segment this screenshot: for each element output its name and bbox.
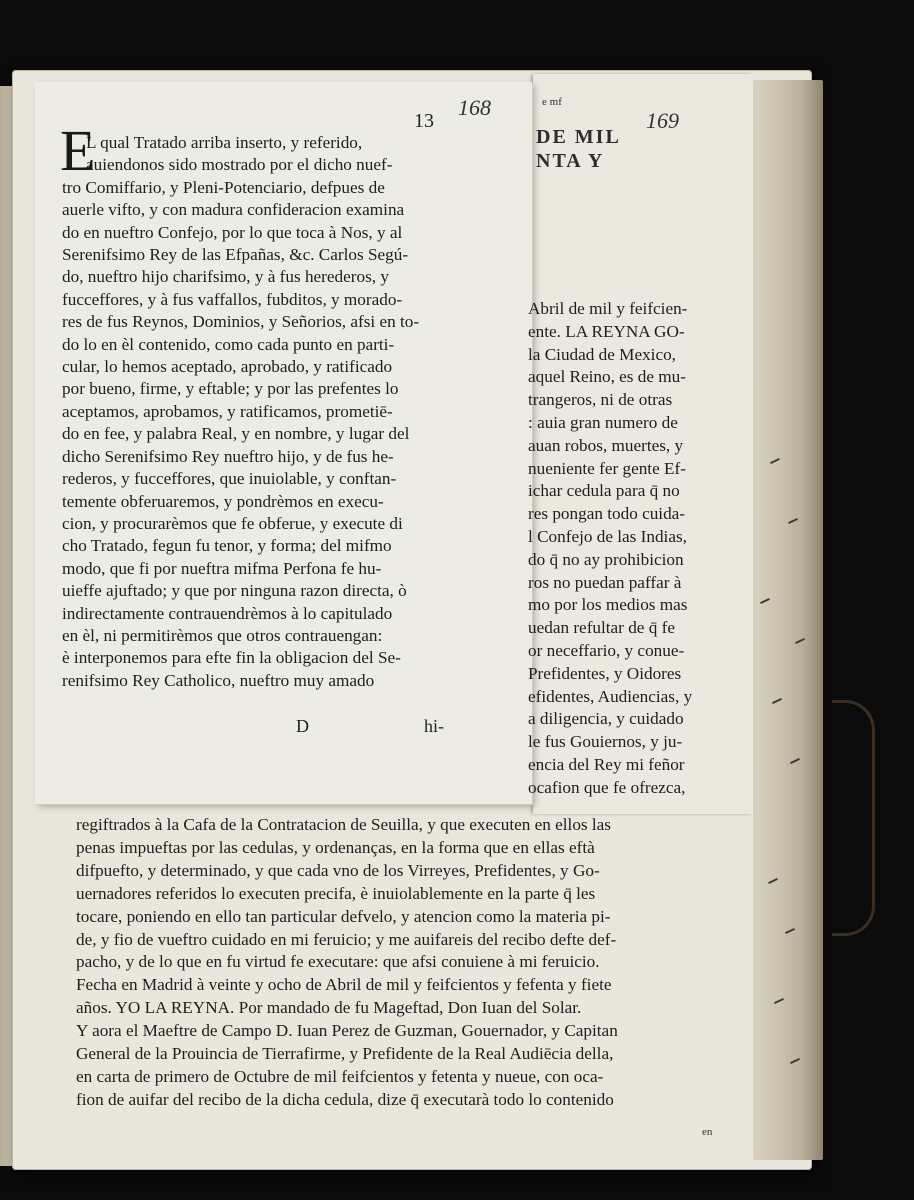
right-page-line: efidentes, Audiencias, y <box>528 686 693 706</box>
bottom-partial-word: en <box>702 1126 713 1138</box>
right-page-line: do q̄ no ay prohibicion <box>528 549 684 569</box>
bottom-line: penas impueftas por las cedulas, y ordenanças, en la forma que en ellas eftà <box>76 837 595 857</box>
right-page-line: ocafion que fe ofrezca, <box>528 777 686 797</box>
upper-left-line: cion, y procurarèmos que fe obferue, y execute di <box>62 513 403 533</box>
bottom-line: pacho, y de lo que en fu virtud fe executare: que afsi conuiene à mi feruicio. <box>76 952 600 972</box>
signature-mark: D <box>296 716 309 736</box>
upper-left-line: auerle vifto, y con madura confideracion examina <box>62 200 405 220</box>
right-page-line: or neceffario, y conue- <box>528 640 685 660</box>
upper-left-line: è interponemos para efte fin la obligacion del Se- <box>62 648 401 668</box>
bottom-line: Fecha en Madrid à veinte y ocho de Abril de mil y feifcientos y fefenta y fiete <box>76 975 612 995</box>
upper-left-line: indirectamente contrauendrèmos à lo capitulado <box>62 603 393 623</box>
bottom-line: tocare, poniendo en ello tan particular defvelo, y atencion como la materia pi- <box>76 906 611 926</box>
upper-left-line: fucceffores, y à fus vaffallos, fubditos, y morado- <box>62 289 403 309</box>
upper-left-line: aceptamos, aprobamos, y ratificamos, prometiē- <box>62 401 393 421</box>
upper-left-line: L qual Tratado arriba inserto, y referido, <box>86 133 363 152</box>
bottom-line: fion de auifar del recibo de la dicha cedula, dize q̄ executarà todo lo contenido <box>76 1089 614 1109</box>
handwritten-folio-1: 168 <box>458 95 491 120</box>
right-page-line: nueniente fer gente Ef- <box>528 458 686 478</box>
bottom-text-block <box>76 814 726 1112</box>
right-page-line: Abril de mil y feifcien- <box>528 299 688 318</box>
upper-left-line: cular, lo hemos aceptado, aprobado, y ratificado <box>62 357 393 377</box>
right-page-line: ente. LA REYNA GO- <box>528 321 685 341</box>
right-page-line: a diligencia, y cuidado <box>528 709 684 729</box>
right-page-line: Prefidentes, y Oidores <box>528 663 682 683</box>
upper-left-line: dicho Serenifsimo Rey nueftro hijo, y de fus he- <box>62 446 394 466</box>
bottom-line: en carta de primero de Octubre de mil feifcientos y fetenta y nueue, con oca- <box>76 1066 604 1086</box>
right-page-line: trangeros, ni de otras <box>528 390 673 410</box>
upper-left-line: en èl, ni permitirèmos que otros contrauengan: <box>62 625 383 645</box>
upper-left-line: auiendonos sido mostrado por el dicho nuef- <box>86 155 393 175</box>
right-page-line: encia del Rey mi feñor <box>528 754 685 774</box>
upper-left-line: do en nueftro Confejo, por lo que toca à Nos, y al <box>62 222 403 242</box>
handwritten-folio-2: 169 <box>646 108 679 133</box>
right-page-line: mo por los medios mas <box>528 595 688 615</box>
bottom-line: Y aora el Maeftre de Campo D. Iuan Perez de Guzman, Gouernador, y Capitan <box>76 1021 618 1041</box>
right-text-block <box>528 298 752 800</box>
bottom-line: años. YO LA REYNA. Por mandado de fu Mageftad, Don Iuan del Solar. <box>76 998 582 1018</box>
right-page-line: la Ciudad de Mexico, <box>528 344 676 364</box>
right-page-line: l Confejo de las Indias, <box>528 526 687 546</box>
bottom-line: regiftrados à la Cafa de la Contratacion de Seuilla, y que executen en ellos las <box>76 815 611 834</box>
right-page-line: : auia gran numero de <box>528 412 678 432</box>
upper-left-line: temente obferuaremos, y pondrèmos en execu- <box>62 491 384 511</box>
catchword: hi- <box>424 716 444 736</box>
drop-cap: E <box>60 118 96 183</box>
page-number: 13 <box>414 110 434 132</box>
upper-left-line: uieffe ajuftado; y que por ninguna razon directa, ò <box>62 581 407 601</box>
upper-left-line: tro Comiffario, y Pleni-Potenciario, defpues de <box>62 177 385 197</box>
torn-right-edge <box>753 80 823 1160</box>
right-top-fragment: e mf <box>542 96 562 108</box>
right-page-line: ros no puedan paffar à <box>528 572 682 592</box>
upper-left-line: rederos, y fucceffores, que inuiolable, y conftan- <box>62 469 397 489</box>
right-heading-line-2: NTA Y <box>536 150 605 172</box>
right-page-line: le fus Gouiernos, y ju- <box>528 732 683 752</box>
right-page-line: res pongan todo cuida- <box>528 504 686 524</box>
upper-left-line: do lo en èl contenido, como cada punto en parti- <box>62 334 395 354</box>
upper-left-line: Serenifsimo Rey de las Efpañas, &c. Carlos Segú- <box>62 245 409 265</box>
bottom-line: de, y fio de vueftro cuidado en mi feruicio; y me auifareis del recibo defte def- <box>76 929 617 949</box>
upper-left-line: do, nueftro hijo charifsimo, y à fus herederos, y <box>62 267 389 287</box>
right-page-line: uedan refultar de q̄ fe <box>528 618 675 638</box>
bottom-line: difpuefto, y determinado, y que cada vno de los Virreyes, Prefidentes, y Go- <box>76 860 600 880</box>
right-heading-line-1: DE MIL <box>536 126 621 148</box>
right-page-line: auan robos, muertes, y <box>528 435 684 455</box>
upper-left-line: do en fee, y palabra Real, y en nombre, y lugar del <box>62 424 410 444</box>
upper-left-line: res de fus Reynos, Dominios, y Señorios, afsi en to- <box>62 312 420 332</box>
upper-left-line: modo, que fi por nueftra mifma Perfona fe hu- <box>62 558 382 578</box>
right-page-line: aquel Reino, es de mu- <box>528 367 686 387</box>
upper-left-text-block <box>62 132 458 692</box>
binding-strap <box>832 700 875 936</box>
right-page-line: ichar cedula para q̄ no <box>528 481 680 501</box>
bottom-line: General de la Prouincia de Tierrafirme, y Prefidente de la Real Audiēcia della, <box>76 1044 614 1064</box>
upper-left-line: renifsimo Rey Catholico, nueftro muy amado <box>62 670 375 690</box>
upper-left-line: por bueno, firme, y eftable; y por las prefentes lo <box>62 379 399 399</box>
upper-left-line: cho Tratado, fegun fu tenor, y forma; del mifmo <box>62 536 392 556</box>
bottom-line: uernadores referidos lo executen precifa, è inuiolablemente en la parte q̄ les <box>76 883 596 903</box>
